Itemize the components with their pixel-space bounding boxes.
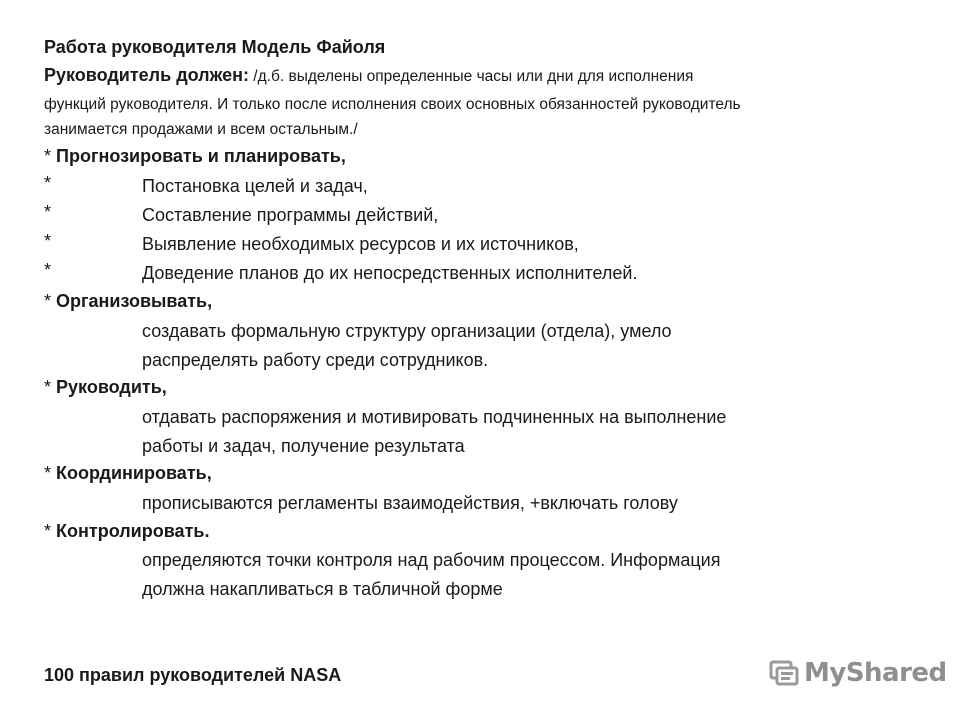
function-heading-planning (44, 145, 346, 167)
function-text: распределять работу среди сотрудников. (142, 350, 489, 370)
function-heading-controlling (44, 520, 209, 542)
function-text: создавать формальную структуру организации (отдела), умело (142, 321, 672, 341)
function-text: отдавать распоряжения и мотивировать подчиненных на выполнение (142, 407, 727, 427)
function-heading-organizing (44, 290, 212, 312)
function-name: Организовывать, (56, 291, 213, 311)
bullet: * (44, 231, 52, 251)
watermark-text: MyShared (804, 658, 947, 688)
footer-text: 100 правил руководителей NASA (44, 665, 342, 685)
bullet: * (44, 146, 52, 166)
function-text: должна накапливаться в табличной форме (142, 579, 503, 599)
function-heading-leading (44, 376, 167, 398)
function-name: Руководить, (56, 377, 167, 397)
sub-item: Постановка целей и задач, (142, 176, 368, 196)
sub-item: Составление программы действий, (142, 205, 439, 225)
function-name: Контролировать. (56, 521, 210, 541)
function-text: работы и задач, получение результата (142, 436, 465, 456)
sub-item: Доведение планов до их непосредственных исполнителей. (142, 263, 638, 283)
bullet: * (44, 202, 52, 222)
bullet: * (44, 291, 52, 311)
bullet: * (44, 377, 52, 397)
function-name: Прогнозировать и планировать, (56, 146, 346, 166)
sub-item: Выявление необходимых ресурсов и их источников, (142, 234, 579, 254)
intro-line-2: функций руководителя. И только после исполнения своих основных обязанностей руководитель (44, 96, 741, 113)
bullet: * (44, 463, 52, 483)
bullet: * (44, 173, 52, 193)
slide-title: Работа руководителя Модель Файоля (44, 37, 386, 57)
watermark (768, 656, 947, 690)
intro-line-1 (44, 64, 693, 88)
function-text: определяются точки контроля над рабочим процессом. Информация (142, 550, 721, 570)
function-name: Координировать, (56, 463, 212, 483)
bullet: * (44, 521, 52, 541)
function-text: прописываются регламенты взаимодействия, +включать голову (142, 493, 678, 513)
intro-text-1: /д.б. выделены определенные часы или дни для исполнения (249, 68, 694, 85)
function-heading-coordinating (44, 462, 212, 484)
intro-label: Руководитель должен: (44, 65, 249, 85)
intro-line-3: занимается продажами и всем остальным./ (44, 121, 358, 138)
bullet: * (44, 260, 52, 280)
slides-icon (768, 657, 800, 689)
